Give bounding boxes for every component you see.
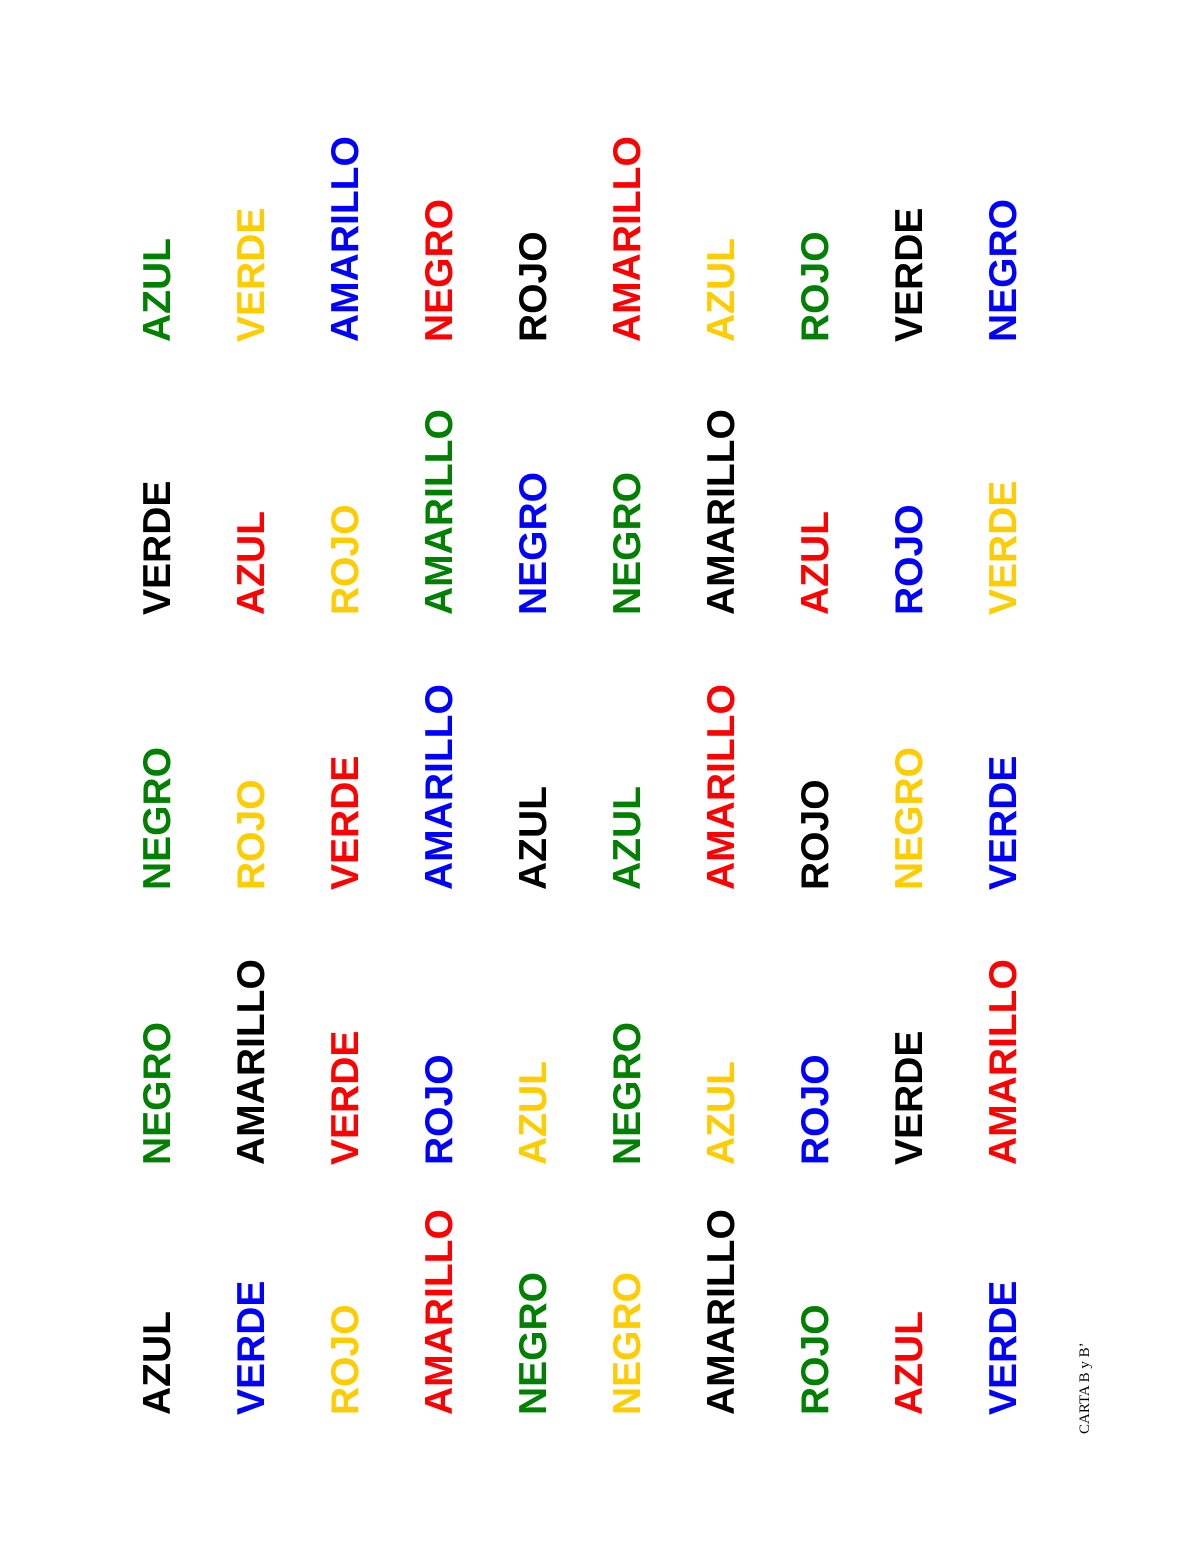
color-word: AMARILLO <box>418 1209 461 1415</box>
color-word: AMARILLO <box>418 684 461 890</box>
color-word: VERDE <box>136 480 179 615</box>
color-word: AZUL <box>888 1311 931 1415</box>
color-word: ROJO <box>230 779 273 890</box>
color-word: VERDE <box>888 1030 931 1165</box>
color-word: AMARILLO <box>700 1209 743 1415</box>
color-word: AZUL <box>512 1061 555 1165</box>
color-word: ROJO <box>888 504 931 615</box>
color-word: AMARILLO <box>230 959 273 1165</box>
color-word: AMARILLO <box>418 409 461 615</box>
color-word: VERDE <box>324 1030 367 1165</box>
color-word: ROJO <box>418 1054 461 1165</box>
color-word: VERDE <box>982 1280 1025 1415</box>
color-word: ROJO <box>794 1304 837 1415</box>
color-word: AMARILLO <box>700 409 743 615</box>
color-word: ROJO <box>794 1054 837 1165</box>
color-word: ROJO <box>324 504 367 615</box>
color-word: AZUL <box>512 786 555 890</box>
color-word: ROJO <box>794 779 837 890</box>
color-word: AZUL <box>700 238 743 342</box>
color-word: NEGRO <box>606 1021 649 1165</box>
color-word: VERDE <box>230 1280 273 1415</box>
color-word: AMARILLO <box>982 959 1025 1165</box>
color-word: AZUL <box>230 511 273 615</box>
color-word: ROJO <box>324 1304 367 1415</box>
color-word: VERDE <box>324 755 367 890</box>
color-word: AZUL <box>794 511 837 615</box>
color-word: AMARILLO <box>606 136 649 342</box>
color-word: NEGRO <box>512 471 555 615</box>
color-word: NEGRO <box>136 1021 179 1165</box>
color-word: VERDE <box>982 755 1025 890</box>
color-word: NEGRO <box>136 746 179 890</box>
card-caption: CARTA B y B’ <box>1077 1342 1093 1434</box>
color-word: AMARILLO <box>700 684 743 890</box>
color-word: ROJO <box>794 231 837 342</box>
color-word: AZUL <box>606 786 649 890</box>
color-word: VERDE <box>888 207 931 342</box>
color-word: AZUL <box>700 1061 743 1165</box>
color-word: NEGRO <box>418 198 461 342</box>
color-word: AMARILLO <box>324 136 367 342</box>
color-word: NEGRO <box>606 471 649 615</box>
color-word: NEGRO <box>982 198 1025 342</box>
color-word: AZUL <box>136 238 179 342</box>
color-word: VERDE <box>230 207 273 342</box>
color-word: AZUL <box>136 1311 179 1415</box>
color-word: NEGRO <box>888 746 931 890</box>
color-word: ROJO <box>512 231 555 342</box>
color-word: NEGRO <box>606 1271 649 1415</box>
color-word: NEGRO <box>512 1271 555 1415</box>
color-word: VERDE <box>982 480 1025 615</box>
